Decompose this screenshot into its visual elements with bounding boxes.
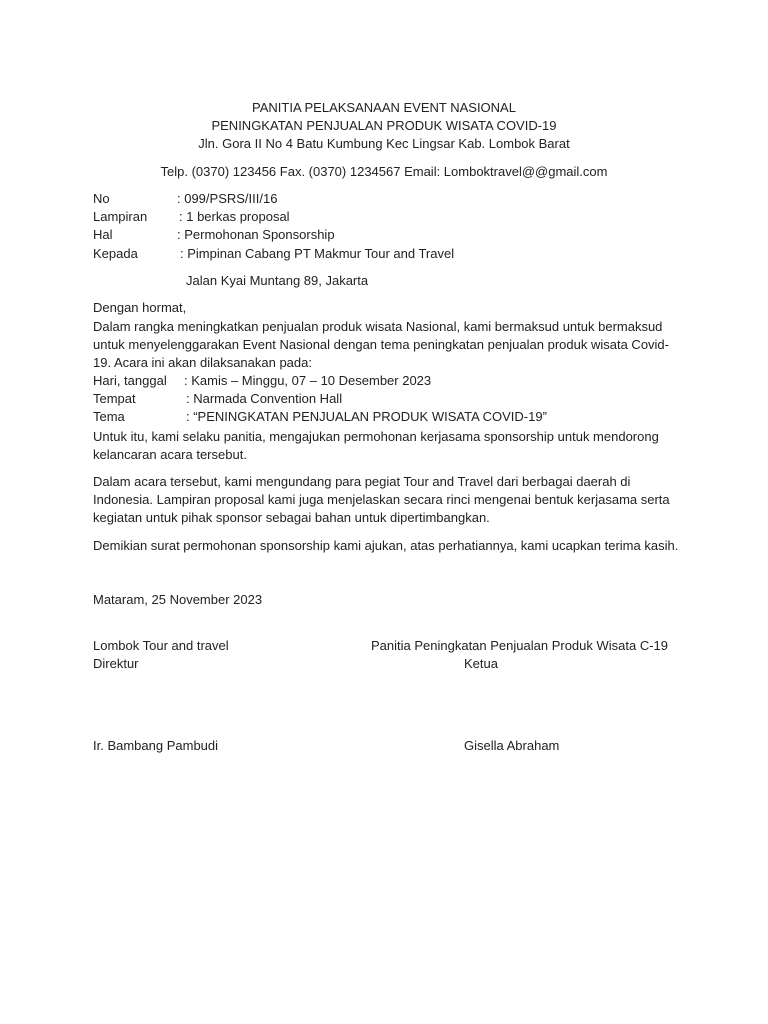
signer-left-org: Lombok Tour and travel: [93, 638, 229, 653]
paragraph-intro: [93, 318, 683, 372]
header-event-title: PENINGKATAN PENJUALAN PRODUK WISATA COVID-19: [211, 118, 557, 133]
signer-right-role: Ketua: [464, 656, 498, 671]
header-org-title: PANITIA PELAKSANAAN EVENT NASIONAL: [252, 100, 516, 115]
meta-no-value: : 099/PSRS/III/16: [177, 191, 278, 206]
event-theme-value: : “PENINGKATAN PENJUALAN PRODUK WISATA COVID-19”: [186, 409, 547, 424]
paragraph-details: [93, 473, 683, 527]
signer-left-role: Direktur: [93, 656, 139, 671]
paragraph-intro-line: 19. Acara ini akan dilaksanakan pada:: [93, 355, 312, 370]
paragraph-closing: Demikian surat permohonan sponsorship kami ajukan, atas perhatiannya, kami ucapkan terima kasih.: [93, 538, 679, 553]
greeting: Dengan hormat,: [93, 300, 187, 315]
signer-left-name: Ir. Bambang Pambudi: [93, 738, 219, 753]
header-contact: Telp. (0370) 123456 Fax. (0370) 1234567 Email: Lomboktravel@@gmail.com: [160, 164, 608, 179]
signer-right-org: Panitia Peningkatan Penjualan Produk Wisata C-19: [371, 638, 669, 653]
paragraph-details-line: Dalam acara tersebut, kami mengundang para pegiat Tour and Travel dari berbagai daerah di: [93, 474, 631, 489]
signer-right-name: Gisella Abraham: [464, 738, 560, 753]
header-address: Jln. Gora II No 4 Batu Kumbung Kec Lingsar Kab. Lombok Barat: [198, 136, 570, 151]
meta-kepada-address: Jalan Kyai Muntang 89, Jakarta: [186, 273, 369, 288]
paragraph-details-line: kegiatan untuk pihak sponsor sebagai bahan untuk dipertimbangkan.: [93, 510, 490, 525]
event-date-label: Hari, tanggal: [93, 373, 167, 388]
meta-hal-value: : Permohonan Sponsorship: [177, 227, 335, 242]
event-place-value: : Narmada Convention Hall: [186, 391, 343, 406]
meta-hal-label: Hal: [93, 227, 113, 242]
paragraph-request: [93, 428, 683, 464]
meta-lampiran-value: : 1 berkas proposal: [179, 209, 290, 224]
meta-kepada-label: Kepada: [93, 246, 138, 261]
event-place-label: Tempat: [93, 391, 136, 406]
event-theme-label: Tema: [93, 409, 125, 424]
place-date: Mataram, 25 November 2023: [93, 592, 263, 607]
meta-no-label: No: [93, 191, 110, 206]
meta-lampiran-label: Lampiran: [93, 209, 148, 224]
paragraph-intro-line: Dalam rangka meningkatkan penjualan produk wisata Nasional, kami bermaksud untuk bermaksud: [93, 319, 663, 334]
paragraph-request-line: Untuk itu, kami selaku panitia, mengajukan permohonan kerjasama sponsorship untuk mendorong: [93, 429, 659, 444]
meta-kepada-value: : Pimpinan Cabang PT Makmur Tour and Travel: [180, 246, 455, 261]
paragraph-request-line: kelancaran acara tersebut.: [93, 447, 247, 462]
paragraph-details-line: Indonesia. Lampiran proposal kami juga menjelaskan secara rinci mengenai bentuk kerjasama serta: [93, 492, 670, 507]
event-date-value: : Kamis – Minggu, 07 – 10 Desember 2023: [184, 373, 432, 388]
paragraph-intro-line: untuk menyelenggarakan Event Nasional dengan tema peningkatan penjualan produk wisata Covid-: [93, 337, 669, 352]
